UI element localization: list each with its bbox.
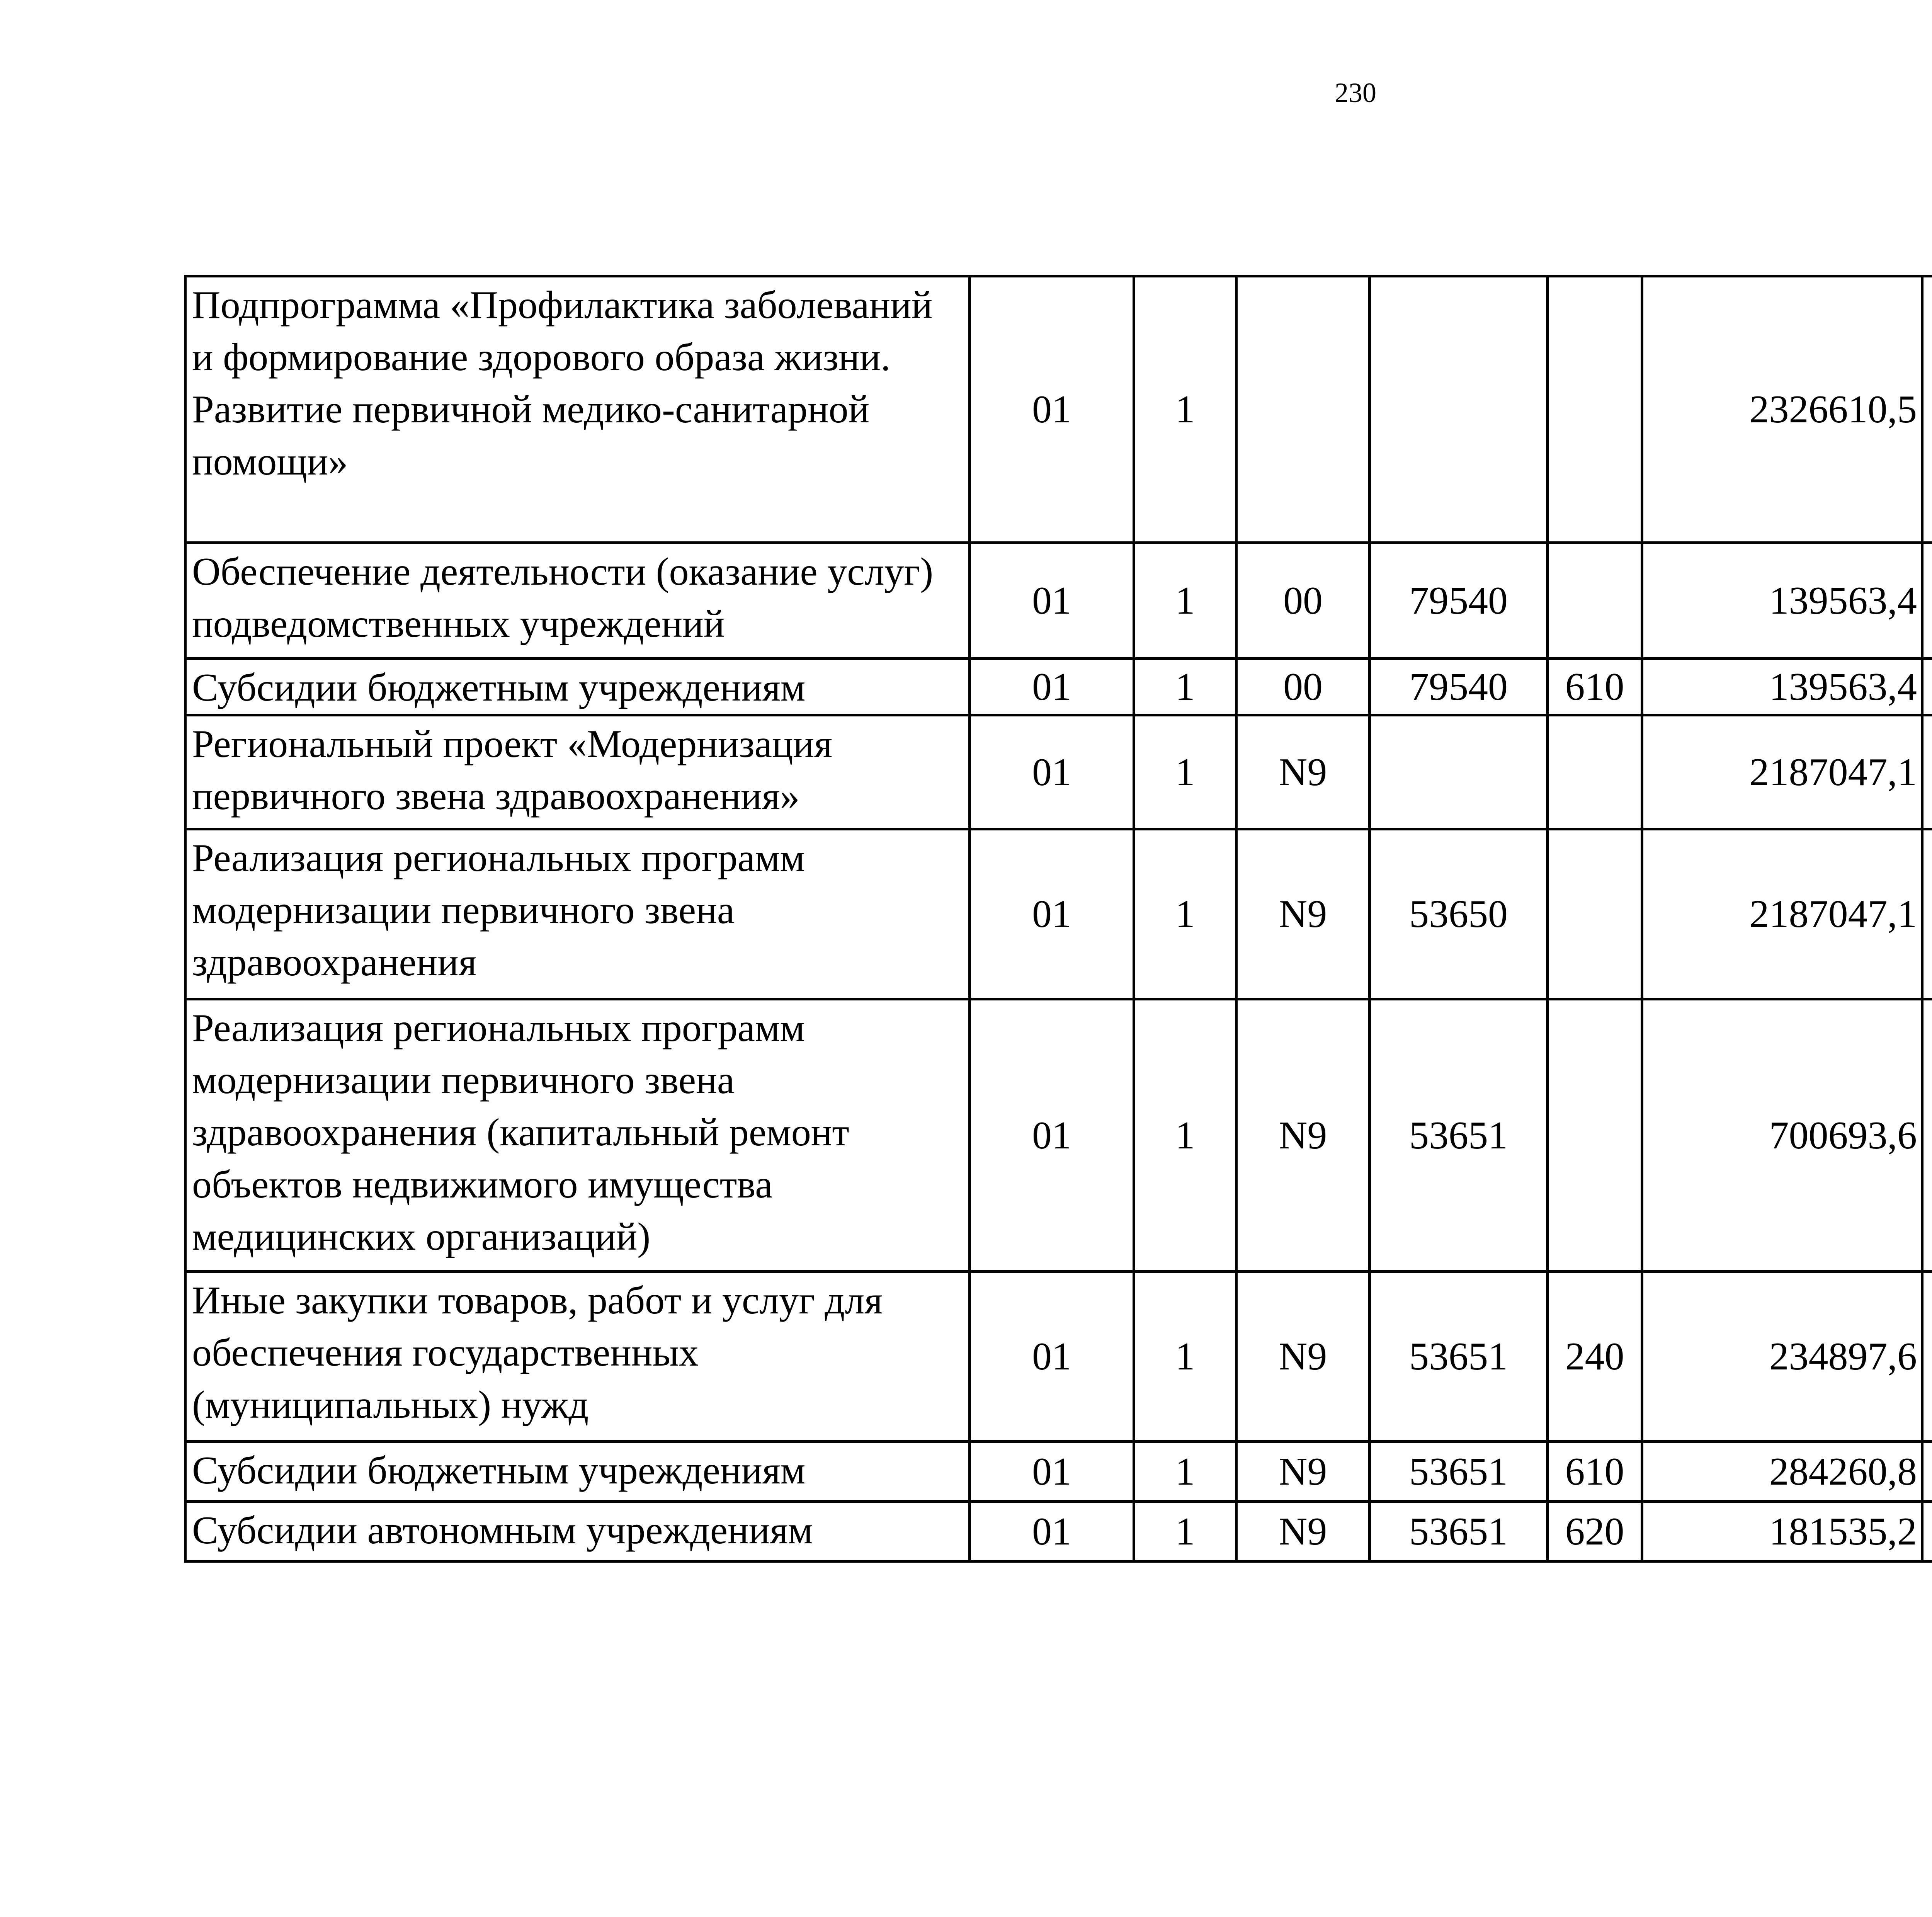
direction-code — [1370, 715, 1548, 829]
section-code: 01 — [970, 999, 1134, 1272]
page-number: 230 — [1335, 77, 1376, 108]
subprogram-code: N9 — [1236, 999, 1370, 1272]
section-code: 01 — [970, 1502, 1134, 1561]
section-code: 01 — [970, 276, 1134, 543]
row-name: Подпрограмма «Профилактика заболеваний и формирование здорового образа жизни. Развитие первичной медико-санитарной помощи» — [185, 276, 970, 543]
amount-year-2 — [1922, 715, 1932, 829]
subprogram-code: N9 — [1236, 1272, 1370, 1442]
row-name: Иные закупки товаров, работ и услуг для обеспечения государственных (муниципальных) нужд — [185, 1272, 970, 1442]
direction-code: 53650 — [1370, 829, 1548, 999]
amount-year-2 — [1922, 999, 1932, 1272]
amount-year-2 — [1922, 1272, 1932, 1442]
section-code: 01 — [970, 543, 1134, 659]
section-code: 01 — [970, 1442, 1134, 1502]
table-row — [185, 715, 1932, 829]
section-code: 01 — [970, 715, 1134, 829]
section-code: 01 — [970, 829, 1134, 999]
table-row — [185, 999, 1932, 1272]
subprogram-code: N9 — [1236, 1502, 1370, 1561]
program-code: 1 — [1134, 659, 1236, 715]
row-name: Субсидии автономным учреждениям — [185, 1502, 970, 1561]
table-row — [185, 276, 1932, 543]
amount-year-1: 2187047,1 — [1642, 829, 1922, 999]
expense-type-code: 610 — [1548, 659, 1642, 715]
amount-year-1: 2326610,5 — [1642, 276, 1922, 543]
program-code: 1 — [1134, 715, 1236, 829]
row-name: Региональный проект «Модернизация первичного звена здравоохранения» — [185, 715, 970, 829]
subprogram-code: 00 — [1236, 543, 1370, 659]
program-code: 1 — [1134, 1502, 1236, 1561]
expense-type-code: 240 — [1548, 1272, 1642, 1442]
subprogram-code — [1236, 276, 1370, 543]
section-code: 01 — [970, 1272, 1134, 1442]
direction-code: 53651 — [1370, 1442, 1548, 1502]
subprogram-code: N9 — [1236, 1442, 1370, 1502]
subprogram-code: 00 — [1236, 659, 1370, 715]
table-row — [185, 659, 1932, 715]
amount-year-2 — [1922, 543, 1932, 659]
table-row — [185, 1502, 1932, 1561]
row-name: Субсидии бюджетным учреждениям — [185, 1442, 970, 1502]
table-row — [185, 543, 1932, 659]
program-code: 1 — [1134, 1442, 1236, 1502]
amount-year-1: 181535,2 — [1642, 1502, 1922, 1561]
direction-code: 79540 — [1370, 659, 1548, 715]
amount-year-2 — [1922, 659, 1932, 715]
amount-year-1: 139563,4 — [1642, 543, 1922, 659]
table-row — [185, 829, 1932, 999]
expense-type-code: 610 — [1548, 1442, 1642, 1502]
table-row — [185, 1272, 1932, 1442]
subprogram-code: N9 — [1236, 715, 1370, 829]
expense-type-code — [1548, 715, 1642, 829]
expense-type-code — [1548, 999, 1642, 1272]
amount-year-2 — [1922, 1442, 1932, 1502]
row-name: Обеспечение деятельности (оказание услуг) подведомственных учреждений — [185, 543, 970, 659]
program-code: 1 — [1134, 829, 1236, 999]
budget-table — [184, 275, 1932, 1563]
program-code: 1 — [1134, 276, 1236, 543]
program-code: 1 — [1134, 1272, 1236, 1442]
amount-year-1: 284260,8 — [1642, 1442, 1922, 1502]
direction-code: 79540 — [1370, 543, 1548, 659]
expense-type-code — [1548, 543, 1642, 659]
row-name: Реализация региональных программ модернизации первичного звена здравоохранения — [185, 829, 970, 999]
amount-year-1: 2187047,1 — [1642, 715, 1922, 829]
expense-type-code — [1548, 829, 1642, 999]
amount-year-1: 234897,6 — [1642, 1272, 1922, 1442]
table-row — [185, 1442, 1932, 1502]
expense-type-code: 620 — [1548, 1502, 1642, 1561]
amount-year-1: 700693,6 — [1642, 999, 1922, 1272]
amount-year-2 — [1922, 1502, 1932, 1561]
amount-year-2 — [1922, 276, 1932, 543]
program-code: 1 — [1134, 543, 1236, 659]
subprogram-code: N9 — [1236, 829, 1370, 999]
row-name: Субсидии бюджетным учреждениям — [185, 659, 970, 715]
program-code: 1 — [1134, 999, 1236, 1272]
direction-code — [1370, 276, 1548, 543]
direction-code: 53651 — [1370, 1272, 1548, 1442]
amount-year-2 — [1922, 829, 1932, 999]
section-code: 01 — [970, 659, 1134, 715]
expense-type-code — [1548, 276, 1642, 543]
amount-year-1: 139563,4 — [1642, 659, 1922, 715]
direction-code: 53651 — [1370, 1502, 1548, 1561]
direction-code: 53651 — [1370, 999, 1548, 1272]
row-name: Реализация региональных программ модернизации первичного звена здравоохранения (капитальный ремонт объектов недвижимого имущества медицинских организаций) — [185, 999, 970, 1272]
